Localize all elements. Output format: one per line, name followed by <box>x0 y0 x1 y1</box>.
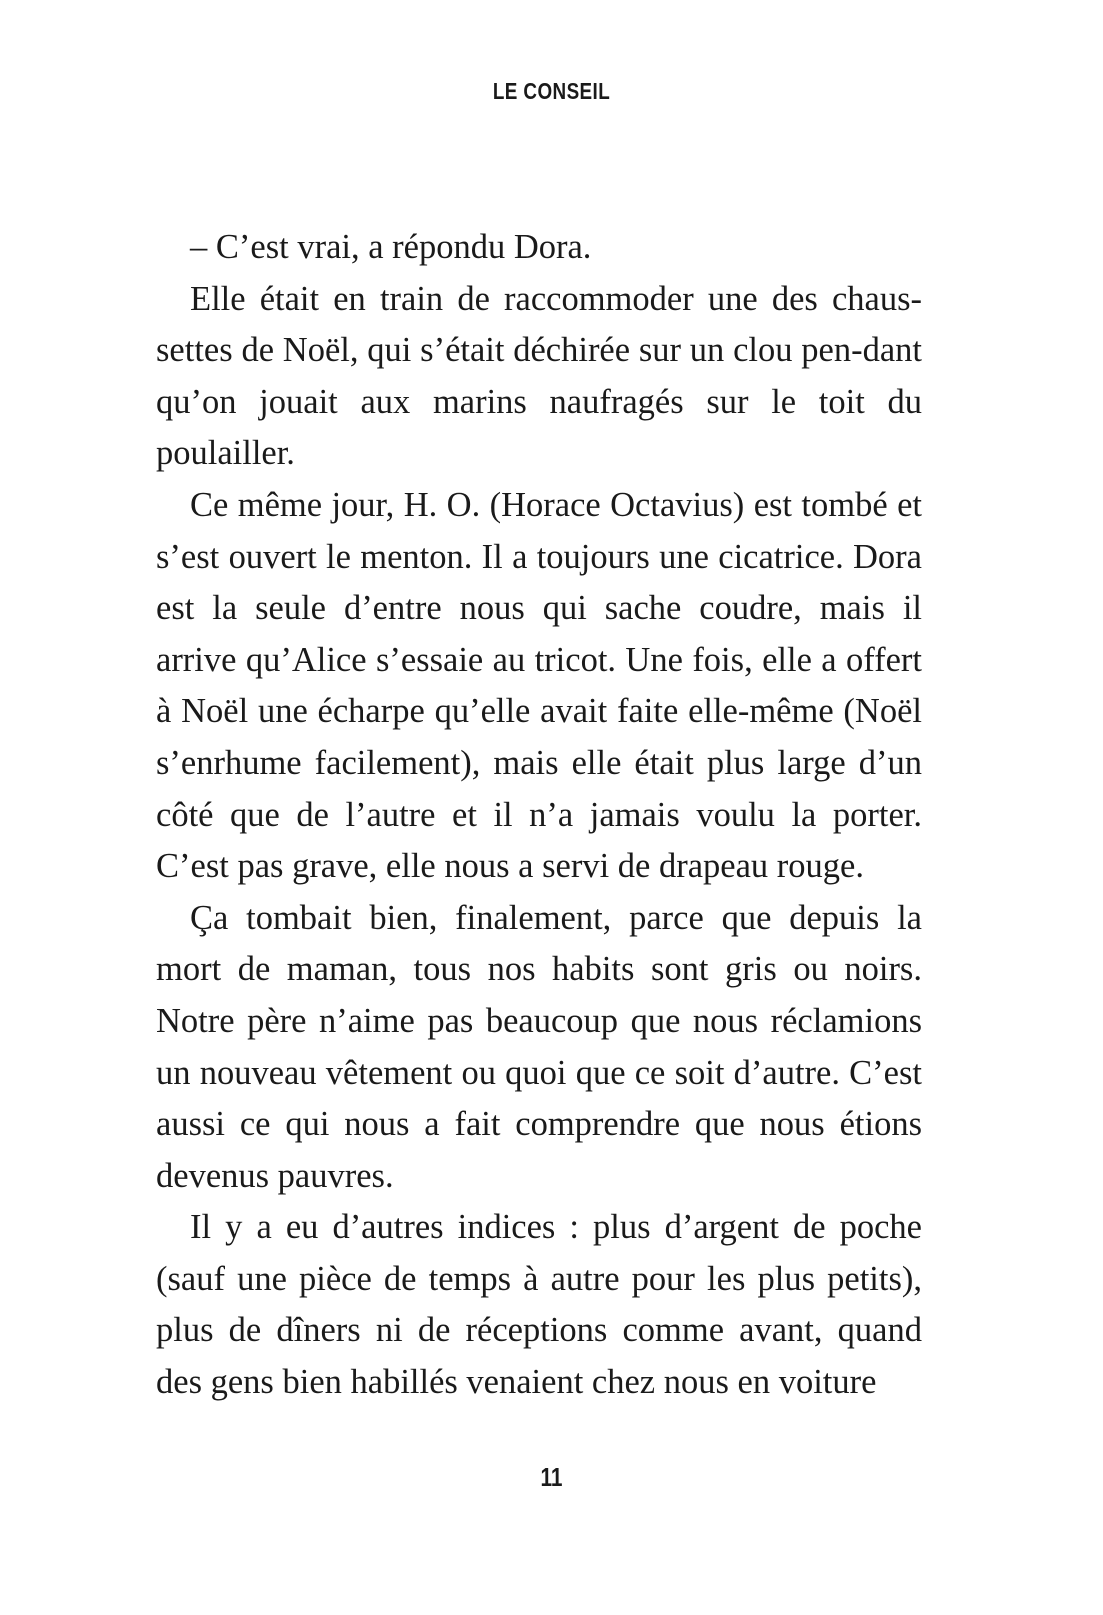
paragraph-3: Ce même jour, H. O. (Horace Octavius) est tombé et s’est ouvert le menton. Il a toujours une cicatrice. Dora est la seule d’entre nous qui sache coudre, mais il arrive qu’Alice s’essaie au tricot. Une fois, elle a offert à Noël une écharpe qu’elle avait faite elle-même (Noël s’enrhume facilement), mais elle était plus large d’un côté que de l’autre et il n’a jamais voulu la porter. C’est pas grave, elle nous a servi de drapeau rouge. <box>156 485 922 886</box>
page-number: 11 <box>540 1462 563 1492</box>
body-text <box>156 222 922 1409</box>
running-head: LE CONSEIL <box>492 78 611 104</box>
paragraph-5: Il y a eu d’autres indices : plus d’argent de poche (sauf une pièce de temps à autre pour les plus petits), plus de dîners ni de réceptions comme avant, quand des gens bien habillés venaient chez nous en voiture <box>156 1208 922 1402</box>
paragraph-2: Elle était en train de raccommoder une des chaus-settes de Noël, qui s’était déchirée sur un clou pen-dant qu’on jouait aux marins naufragés sur le toit du poulailler. <box>156 279 922 473</box>
paragraph-1: – C’est vrai, a répondu Dora. <box>190 228 592 266</box>
paragraph-4: Ça tombait bien, finalement, parce que depuis la mort de maman, tous nos habits sont gris ou noirs. Notre père n’aime pas beaucoup que nous réclamions un nouveau vêtement ou quoi que ce soit d’autre. C’est aussi ce qui nous a fait comprendre que nous étions devenus pauvres. <box>156 898 922 1195</box>
